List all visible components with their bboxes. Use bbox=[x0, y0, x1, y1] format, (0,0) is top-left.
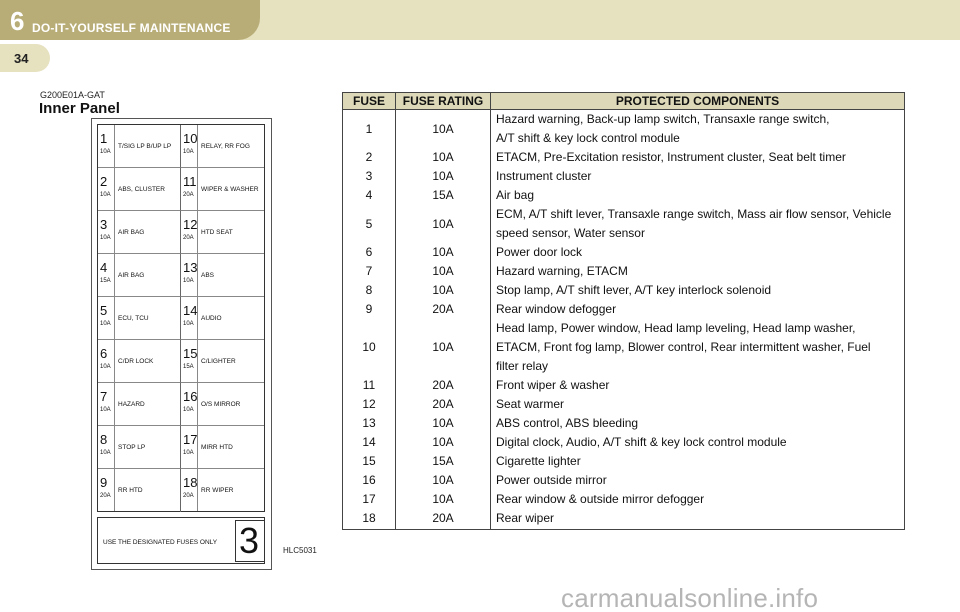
table-row bbox=[343, 300, 905, 319]
protected-components-cell bbox=[491, 509, 905, 530]
fuse-slot-label: HTD SEAT bbox=[201, 229, 233, 236]
component-line: Rear wiper bbox=[496, 511, 555, 525]
fuse-rating-cell: 10A bbox=[396, 490, 491, 509]
fuse-number-cell: 12 bbox=[343, 395, 396, 414]
component-line: Power door lock bbox=[496, 245, 583, 259]
protected-components-cell bbox=[491, 205, 905, 243]
fuse-slot-amperage: 20A bbox=[183, 235, 194, 241]
fuse-slot-number-column bbox=[98, 211, 115, 253]
protected-components-cell bbox=[491, 110, 905, 149]
component-line: Power outside mirror bbox=[496, 473, 607, 487]
fuse-number-cell: 10 bbox=[343, 319, 396, 376]
fuse-number-cell: 5 bbox=[343, 205, 396, 243]
fuse-rating-cell: 15A bbox=[396, 452, 491, 471]
fuse-slot-amperage: 10A bbox=[100, 321, 111, 327]
fuse-slot-amperage: 20A bbox=[183, 192, 194, 198]
fuse-slot-label: MIRR HTD bbox=[201, 444, 233, 451]
fuse-slot-number-column bbox=[98, 254, 115, 296]
fuse-rating-cell: 10A bbox=[396, 262, 491, 281]
component-line: Air bag bbox=[496, 188, 535, 202]
fuse-slot bbox=[181, 469, 264, 512]
fuse-diagram-footer bbox=[97, 517, 265, 564]
fuse-slot-number-column bbox=[98, 340, 115, 382]
fuse-slot-number-column bbox=[181, 340, 198, 382]
fuse-slot-number: 8 bbox=[100, 432, 108, 447]
fuse-slot-label: T/SIG LP B/UP LP bbox=[118, 143, 172, 150]
fuse-rating-cell: 20A bbox=[396, 509, 491, 530]
fuse-slot-number: 16 bbox=[183, 389, 198, 404]
fuse-slot-amperage: 10A bbox=[100, 407, 111, 413]
page-number: 34 bbox=[14, 51, 29, 66]
fuse-slot-label: RR HTD bbox=[118, 487, 143, 494]
fuse-slot-number: 13 bbox=[183, 260, 198, 275]
table-row bbox=[343, 490, 905, 509]
fuse-panel-number: 3 bbox=[239, 520, 260, 561]
fuse-slot-label: AIR BAG bbox=[118, 272, 145, 279]
fuse-slot-number-column bbox=[181, 211, 198, 253]
fuse-panel-diagram bbox=[91, 118, 272, 570]
fuse-rating-cell: 10A bbox=[396, 243, 491, 262]
fuse-slot-label: C/DR LOCK bbox=[118, 358, 154, 365]
fuse-slot-number-column bbox=[98, 383, 115, 425]
protected-components-cell bbox=[491, 186, 905, 205]
fuse-slot bbox=[181, 426, 264, 469]
component-line: Rear window & outside mirror defogger bbox=[496, 492, 705, 506]
component-line: Hazard warning, Back-up lamp switch, Transaxle range switch, bbox=[496, 112, 830, 126]
fuse-slot-amperage: 10A bbox=[100, 450, 111, 456]
fuse-slot-label: O/S MIRROR bbox=[201, 401, 241, 408]
fuse-slot-number-column bbox=[181, 168, 198, 210]
fuse-slot bbox=[98, 426, 181, 469]
protected-components-cell bbox=[491, 319, 905, 376]
protected-components-cell bbox=[491, 490, 905, 509]
fuse-slot bbox=[98, 168, 181, 211]
fuse-slot bbox=[98, 211, 181, 254]
section-title: Inner Panel bbox=[39, 100, 120, 117]
component-line: Head lamp, Power window, Head lamp leveling, Head lamp washer, bbox=[496, 321, 856, 335]
fuse-rating-cell: 20A bbox=[396, 395, 491, 414]
fuse-number-cell: 16 bbox=[343, 471, 396, 490]
fuse-number-cell: 8 bbox=[343, 281, 396, 300]
fuse-slot-number: 17 bbox=[183, 432, 198, 447]
fuse-number-cell: 17 bbox=[343, 490, 396, 509]
fuse-slot-label: HAZARD bbox=[118, 401, 145, 408]
fuse-number-cell: 11 bbox=[343, 376, 396, 395]
fuse-rating-cell: 10A bbox=[396, 205, 491, 243]
protected-components-cell bbox=[491, 262, 905, 281]
fuse-rating-cell: 10A bbox=[396, 414, 491, 433]
fuse-slot-number-column bbox=[181, 469, 198, 511]
page-number-tab bbox=[0, 44, 50, 72]
protected-components-cell bbox=[491, 300, 905, 319]
fuse-slot-number: 14 bbox=[183, 303, 198, 318]
fuse-slot bbox=[98, 469, 181, 512]
component-line: Hazard warning, ETACM bbox=[496, 264, 628, 278]
fuse-slot-amperage: 10A bbox=[183, 407, 194, 413]
fuse-number-cell: 13 bbox=[343, 414, 396, 433]
table-row bbox=[343, 262, 905, 281]
protected-components-cell bbox=[491, 414, 905, 433]
fuse-slot-amperage: 10A bbox=[100, 192, 111, 198]
fuse-grid bbox=[98, 125, 264, 511]
table-row bbox=[343, 148, 905, 167]
protected-components-cell bbox=[491, 243, 905, 262]
fuse-slot-number-column bbox=[181, 297, 198, 339]
fuse-slot-number-column bbox=[98, 297, 115, 339]
fuse-slot-number: 5 bbox=[100, 303, 108, 318]
fuse-slot bbox=[181, 254, 264, 297]
fuse-slot-number: 1 bbox=[100, 131, 108, 146]
protected-components-cell bbox=[491, 281, 905, 300]
fuse-slot-amperage: 20A bbox=[183, 493, 194, 499]
fuse-slot-number-column bbox=[181, 125, 198, 167]
fuse-rating-cell: 20A bbox=[396, 300, 491, 319]
fuse-rating-cell: 20A bbox=[396, 376, 491, 395]
fuse-slot-amperage: 15A bbox=[100, 278, 111, 284]
protected-components-cell bbox=[491, 167, 905, 186]
component-line: Rear window defogger bbox=[496, 302, 617, 316]
fuse-slot-amperage: 15A bbox=[183, 364, 194, 370]
protected-components-cell bbox=[491, 452, 905, 471]
fuse-slot-number: 3 bbox=[100, 217, 108, 232]
component-line: filter relay bbox=[496, 359, 549, 373]
fuse-slot-number: 11 bbox=[183, 174, 197, 189]
fuse-rating-cell: 10A bbox=[396, 433, 491, 452]
component-line: Seat warmer bbox=[496, 397, 565, 411]
component-line: Instrument cluster bbox=[496, 169, 592, 183]
fuse-number-cell: 4 bbox=[343, 186, 396, 205]
header-fuse-rating: FUSE RATING bbox=[396, 93, 491, 110]
fuse-slot-label: ABS bbox=[201, 272, 215, 279]
watermark: carmanualsonline.info bbox=[561, 583, 819, 612]
table-row bbox=[343, 186, 905, 205]
fuse-slot-label: ABS, CLUSTER bbox=[118, 186, 165, 193]
fuse-number-cell: 1 bbox=[343, 110, 396, 149]
header-fuse: FUSE bbox=[343, 93, 396, 110]
table-row bbox=[343, 509, 905, 530]
fuse-number-cell: 14 bbox=[343, 433, 396, 452]
fuse-rating-cell: 15A bbox=[396, 186, 491, 205]
fuse-slot bbox=[181, 297, 264, 340]
table-row bbox=[343, 319, 905, 376]
fuse-slot-amperage: 10A bbox=[183, 278, 194, 284]
fuse-slot bbox=[181, 211, 264, 254]
component-line: ETACM, Front fog lamp, Blower control, Rear intermittent washer, Fuel bbox=[496, 340, 871, 354]
fuse-number-cell: 7 bbox=[343, 262, 396, 281]
protected-components-cell bbox=[491, 148, 905, 167]
figure-code: HLC5031 bbox=[283, 546, 317, 555]
fuse-slot-label: STOP LP bbox=[118, 444, 146, 451]
table-row bbox=[343, 471, 905, 490]
fuse-slot-number: 7 bbox=[100, 389, 108, 404]
chapter-tab bbox=[0, 0, 260, 40]
fuse-slot bbox=[98, 383, 181, 426]
fuse-slot-number-column bbox=[98, 168, 115, 210]
fuse-slot-label: WIPER & WASHER bbox=[201, 186, 259, 193]
fuse-slot bbox=[181, 340, 264, 383]
table-row bbox=[343, 205, 905, 243]
component-line: ECM, A/T shift lever, Transaxle range switch, Mass air flow sensor, Vehicle bbox=[496, 207, 892, 221]
fuse-slot-label: AIR BAG bbox=[118, 229, 145, 236]
fuse-slot bbox=[98, 340, 181, 383]
fuse-slot-number-column bbox=[181, 426, 198, 468]
fuse-number-cell: 3 bbox=[343, 167, 396, 186]
fuse-slot-label: RR WIPER bbox=[201, 487, 234, 494]
section-code: G200E01A-GAT bbox=[40, 90, 105, 100]
fuse-slot-amperage: 10A bbox=[183, 321, 194, 327]
table-row bbox=[343, 414, 905, 433]
fuse-panel-number-box bbox=[235, 520, 265, 562]
fuse-number-cell: 18 bbox=[343, 509, 396, 530]
fuse-table bbox=[342, 92, 905, 530]
fuse-slot-number-column bbox=[181, 254, 198, 296]
fuse-slot bbox=[181, 168, 264, 211]
component-line: Front wiper & washer bbox=[496, 378, 610, 392]
fuse-rating-cell: 10A bbox=[396, 281, 491, 300]
fuse-rating-cell: 10A bbox=[396, 319, 491, 376]
fuse-number-cell: 6 bbox=[343, 243, 396, 262]
chapter-title: DO-IT-YOURSELF MAINTENANCE bbox=[32, 21, 231, 35]
fuse-slot-amperage: 10A bbox=[100, 364, 111, 370]
component-line: Stop lamp, A/T shift lever, A/T key interlock solenoid bbox=[496, 283, 772, 297]
fuse-slot bbox=[98, 297, 181, 340]
component-line: Cigarette lighter bbox=[496, 454, 581, 468]
fuse-slot-number: 18 bbox=[183, 475, 198, 490]
fuse-slot-label: AUDIO bbox=[201, 315, 222, 322]
table-row bbox=[343, 243, 905, 262]
fuse-slot-number: 2 bbox=[100, 174, 108, 189]
fuse-slot-amperage: 10A bbox=[100, 235, 111, 241]
table-row bbox=[343, 376, 905, 395]
header-protected-components: PROTECTED COMPONENTS bbox=[491, 93, 905, 110]
fuse-slot-label: C/LIGHTER bbox=[201, 358, 236, 365]
fuse-slot-label: RELAY, RR FOG bbox=[201, 143, 250, 150]
fuse-warning-text: USE THE DESIGNATED FUSES ONLY bbox=[103, 539, 218, 546]
fuse-slot-number: 10 bbox=[183, 131, 198, 146]
fuse-number-cell: 2 bbox=[343, 148, 396, 167]
fuse-slot-amperage: 10A bbox=[183, 450, 194, 456]
table-row bbox=[343, 395, 905, 414]
table-row bbox=[343, 281, 905, 300]
fuse-slot-label: ECU, TCU bbox=[118, 315, 149, 322]
fuse-rating-cell: 10A bbox=[396, 110, 491, 149]
component-line: A/T shift & key lock control module bbox=[496, 131, 680, 145]
fuse-number-cell: 9 bbox=[343, 300, 396, 319]
component-line: ABS control, ABS bleeding bbox=[496, 416, 639, 430]
fuse-table-header-row bbox=[343, 93, 905, 110]
component-line: Digital clock, Audio, A/T shift & key lock control module bbox=[496, 435, 787, 449]
fuse-rating-cell: 10A bbox=[396, 167, 491, 186]
fuse-slot-number: 12 bbox=[183, 217, 198, 232]
fuse-slot bbox=[98, 125, 181, 168]
chapter-number: 6 bbox=[10, 6, 25, 36]
table-row bbox=[343, 433, 905, 452]
fuse-slot-number-column bbox=[98, 125, 115, 167]
fuse-slot-number-column bbox=[98, 469, 115, 511]
table-row bbox=[343, 167, 905, 186]
protected-components-cell bbox=[491, 376, 905, 395]
fuse-slot-amperage: 10A bbox=[183, 149, 194, 155]
protected-components-cell bbox=[491, 433, 905, 452]
table-row bbox=[343, 452, 905, 471]
fuse-slot bbox=[181, 383, 264, 426]
fuse-grid-frame bbox=[97, 124, 265, 512]
fuse-table-body bbox=[343, 110, 905, 530]
protected-components-cell bbox=[491, 471, 905, 490]
fuse-slot-number: 9 bbox=[100, 475, 108, 490]
fuse-slot-amperage: 20A bbox=[100, 493, 111, 499]
fuse-slot-number: 6 bbox=[100, 346, 108, 361]
fuse-slot-number-column bbox=[181, 383, 198, 425]
fuse-slot-number: 15 bbox=[183, 346, 198, 361]
component-line: ETACM, Pre-Excitation resistor, Instrument cluster, Seat belt timer bbox=[496, 150, 846, 164]
fuse-number-cell: 15 bbox=[343, 452, 396, 471]
fuse-slot bbox=[181, 125, 264, 168]
fuse-slot-amperage: 10A bbox=[100, 149, 111, 155]
fuse-slot-number-column bbox=[98, 426, 115, 468]
protected-components-cell bbox=[491, 395, 905, 414]
component-line: speed sensor, Water sensor bbox=[496, 226, 645, 240]
fuse-slot bbox=[98, 254, 181, 297]
fuse-rating-cell: 10A bbox=[396, 148, 491, 167]
fuse-slot-number: 4 bbox=[100, 260, 108, 275]
fuse-rating-cell: 10A bbox=[396, 471, 491, 490]
table-row bbox=[343, 110, 905, 149]
